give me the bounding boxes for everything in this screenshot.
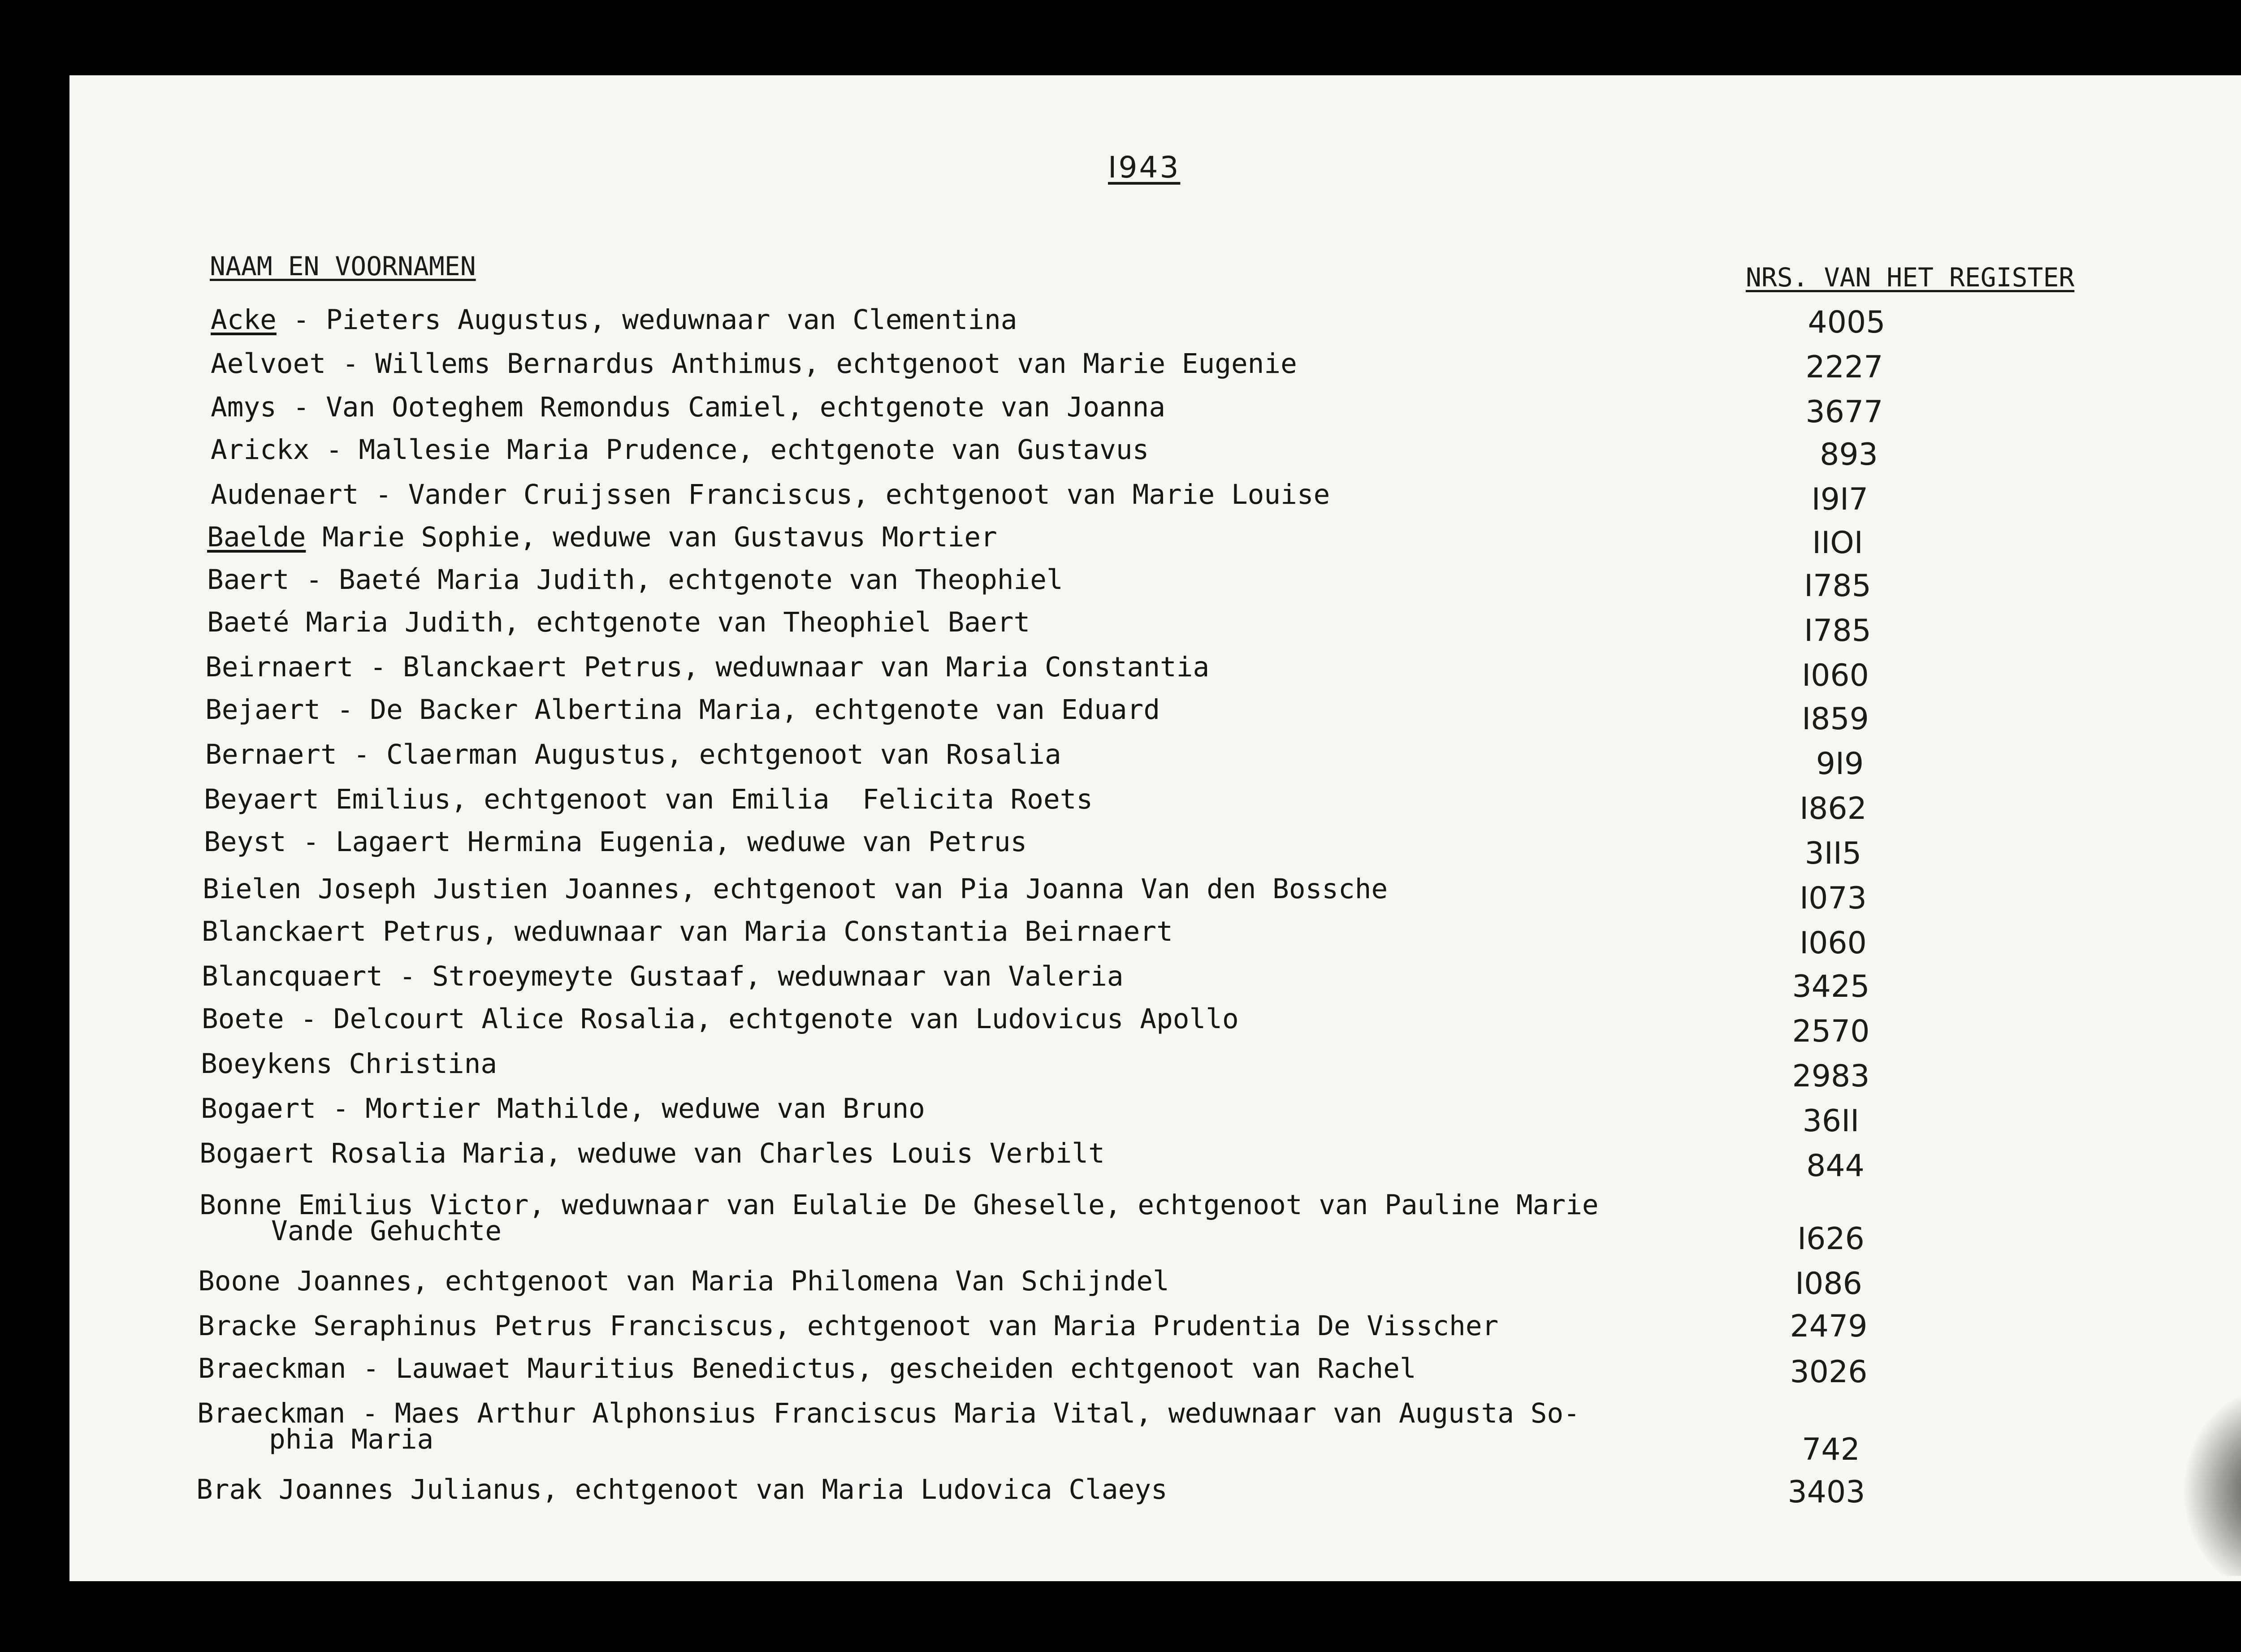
register-number: 3677 [1805, 394, 1883, 430]
entry-surname: Audenaert [211, 479, 359, 510]
entry-details: - Blanckaert Petrus, weduwnaar van Maria Constantia [353, 651, 1210, 683]
register-number: I060 [1802, 658, 1869, 693]
entry-surname: Bernaert [205, 739, 337, 770]
entry-surname: Braeckman [198, 1353, 346, 1384]
entry-surname: Aelvoet [211, 348, 326, 380]
entry-details: Christina [332, 1048, 498, 1080]
entry-continuation: Vande Gehuchte [271, 1215, 502, 1247]
register-number: 3026 [1790, 1354, 1868, 1390]
entry-details: - Lagaert Hermina Eugenia, weduwe van Petrus [286, 826, 1027, 858]
entry-surname: Braeckman [197, 1397, 346, 1429]
entry-name-text [199, 1189, 1599, 1247]
entry-details: - Stroeymeyte Gustaaf, weduwnaar van Valeria [382, 960, 1124, 992]
entry-name-text [201, 1093, 925, 1124]
entry-surname: Bielen [203, 873, 302, 905]
entry-details: - Mallesie Maria Prudence, echtgenote van Gustavus [309, 434, 1149, 466]
ink-smudge [2182, 1388, 2241, 1576]
register-number: 36II [1802, 1103, 1860, 1139]
entry-name-text [202, 916, 1173, 947]
entry-surname: Boone [198, 1265, 281, 1297]
entry-details: Marie Sophie, weduwe van Gustavus Mortier [306, 521, 997, 553]
register-number: 2479 [1790, 1309, 1868, 1344]
entry-name-text [202, 960, 1124, 992]
entry-surname: Arickx [211, 434, 310, 466]
entry-surname: Baelde [207, 521, 306, 553]
entry-details: Emilius Victor, weduwnaar van Eulalie De Gheselle, echtgenoot van Pauline Marie [281, 1189, 1599, 1221]
entry-surname: Bejaert [205, 694, 321, 726]
entry-details: - Pieters Augustus, weduwnaar van Clementina [276, 304, 1017, 336]
register-number: I9I7 [1811, 482, 1869, 517]
entry-surname: Blancquaert [202, 960, 383, 992]
entry-name-text [204, 826, 1027, 858]
register-number: 3403 [1787, 1475, 1865, 1510]
entry-details: Rosalia Maria, weduwe van Charles Louis Verbilt [315, 1137, 1105, 1169]
page-year: I943 [1108, 150, 1181, 185]
entry-name-text [207, 606, 1030, 638]
register-number: I785 [1804, 568, 1871, 604]
register-number: I086 [1795, 1266, 1862, 1302]
entry-details: - Willems Bernardus Anthimus, echtgenoot van Marie Eugenie [326, 348, 1297, 380]
register-number: I060 [1800, 925, 1867, 961]
entry-details: Joannes Julianus, echtgenoot van Maria Ludovica Claeys [262, 1474, 1168, 1505]
entry-surname: Boete [202, 1003, 284, 1035]
entry-surname: Amys [211, 391, 277, 423]
register-number: 2227 [1805, 350, 1883, 385]
entry-name-text [203, 873, 1388, 905]
entry-surname: Beirnaert [205, 651, 354, 683]
entry-details: - Maes Arthur Alphonsius Franciscus Maria Vital, weduwnaar van Augusta So- [345, 1397, 1580, 1429]
entry-details: Joannes, echtgenoot van Maria Philomena Van Schijndel [280, 1265, 1169, 1297]
entry-surname: Baeté [207, 606, 290, 638]
column-header-name: NAAM EN VOORNAMEN [210, 251, 476, 281]
register-number: I862 [1800, 791, 1867, 826]
entry-details: Emilius, echtgenoot van Emilia Felicita Roets [319, 783, 1093, 815]
entry-details: - Van Ooteghem Remondus Camiel, echtgenote van Joanna [276, 391, 1166, 423]
entry-name-text [198, 1265, 1169, 1297]
entry-name-text [207, 564, 1063, 596]
entry-continuation: phia Maria [269, 1423, 434, 1455]
register-number: 9I9 [1816, 746, 1864, 782]
entry-surname: Bogaert [199, 1137, 315, 1169]
entry-name-text [205, 694, 1160, 726]
entry-surname: Brak [196, 1474, 262, 1505]
entry-surname: Bonne [199, 1189, 282, 1221]
entry-surname: Beyst [204, 826, 286, 858]
entry-surname: Bogaert [201, 1093, 316, 1124]
register-number: 2570 [1792, 1014, 1870, 1049]
entry-details: Petrus, weduwnaar van Maria Constantia Beirnaert [366, 916, 1173, 947]
register-number: 893 [1820, 437, 1878, 472]
entry-surname: Acke [211, 304, 277, 336]
entry-name-text [211, 479, 1330, 510]
register-number: I785 [1804, 613, 1871, 649]
entry-name-text [202, 1003, 1239, 1035]
register-number: 2983 [1792, 1059, 1870, 1094]
entry-details: - Vander Cruijssen Franciscus, echtgenoot van Marie Louise [359, 479, 1330, 510]
entry-name-text [197, 1397, 1580, 1455]
entry-surname: Boeykens [201, 1048, 333, 1080]
entry-name-text [198, 1310, 1499, 1342]
entry-name-text [201, 1048, 498, 1080]
register-number: I073 [1800, 881, 1867, 916]
entry-name-text [205, 739, 1061, 770]
entry-surname: Blanckaert [202, 916, 367, 947]
entry-details: - Lauwaet Mauritius Benedictus, gescheiden echtgenoot van Rachel [346, 1353, 1416, 1384]
entry-name-text [211, 304, 1017, 336]
entry-details: - Mortier Mathilde, weduwe van Bruno [316, 1093, 925, 1124]
register-number: 742 [1802, 1432, 1860, 1467]
register-number: I859 [1802, 701, 1869, 737]
register-number: 4005 [1808, 305, 1886, 340]
register-number: 3II5 [1804, 836, 1862, 871]
register-number: IIOI [1812, 525, 1863, 561]
register-number: 844 [1806, 1148, 1865, 1184]
entry-surname: Baert [207, 564, 290, 596]
register-number: 3425 [1792, 969, 1870, 1004]
entry-name-text [211, 391, 1166, 423]
entry-details: - De Backer Albertina Maria, echtgenote van Eduard [320, 694, 1160, 726]
entry-name-text [198, 1353, 1416, 1384]
entry-details: - Baeté Maria Judith, echtgenote van Theophiel [289, 564, 1063, 596]
entry-details: - Claerman Augustus, echtgenoot van Rosalia [337, 739, 1061, 770]
register-number: I626 [1797, 1221, 1865, 1257]
column-header-register-numbers: NRS. VAN HET REGISTER [1746, 262, 2075, 293]
entry-name-text [205, 651, 1210, 683]
entry-details: Seraphinus Petrus Franciscus, echtgenoot van Maria Prudentia De Visscher [297, 1310, 1499, 1342]
entry-name-text [207, 521, 997, 553]
entry-surname: Bracke [198, 1310, 297, 1342]
entry-name-text [196, 1474, 1168, 1505]
entry-name-text [199, 1137, 1105, 1169]
entry-details: Maria Judith, echtgenote van Theophiel Baert [289, 606, 1030, 638]
entry-surname: Beyaert [204, 783, 320, 815]
entry-name-text [204, 783, 1093, 815]
entry-name-text [211, 348, 1297, 380]
entry-name-text [211, 434, 1149, 466]
entry-details: Joseph Justien Joannes, echtgenoot van Pia Joanna Van den Bossche [301, 873, 1388, 905]
entry-details: - Delcourt Alice Rosalia, echtgenote van Ludovicus Apollo [284, 1003, 1239, 1035]
